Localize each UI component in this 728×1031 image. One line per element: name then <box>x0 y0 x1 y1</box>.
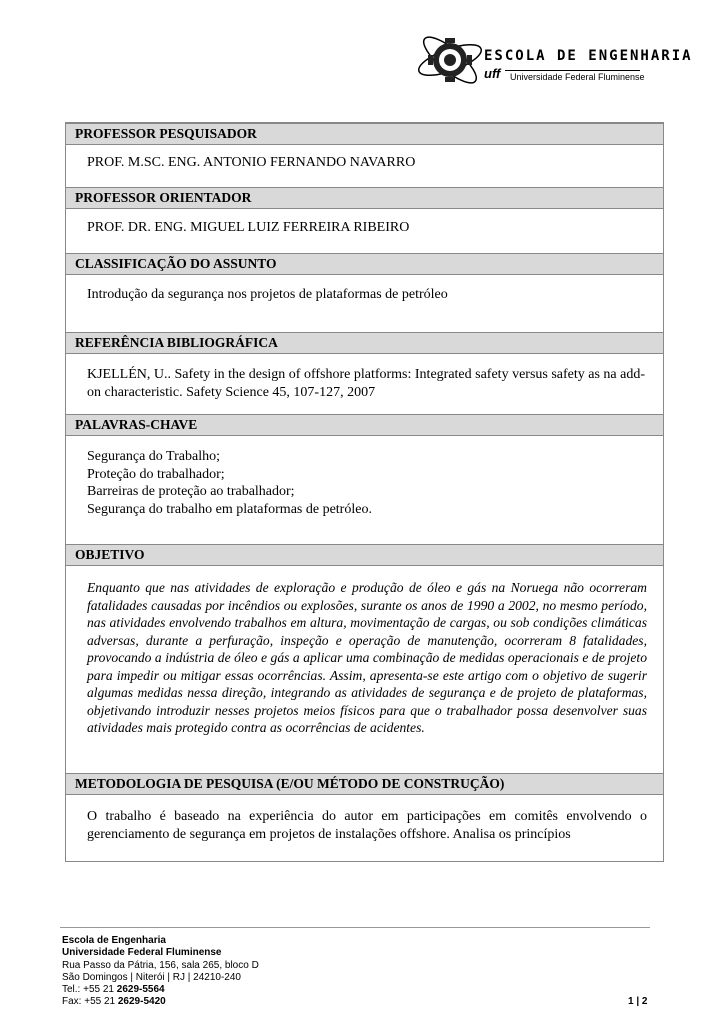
palavras-chave-header: PALAVRAS-CHAVE <box>66 414 663 436</box>
referencia-header: REFERÊNCIA BIBLIOGRÁFICA <box>66 332 663 354</box>
classificacao-value: Introdução da segurança nos projetos de plataformas de petróleo <box>87 287 448 302</box>
classificacao-header: CLASSIFICAÇÃO DO ASSUNTO <box>66 253 663 275</box>
footer-school: Escola de Engenharia <box>62 935 166 946</box>
referencia-value: KJELLÉN, U.. Safety in the design of offshore platforms: Integrated safety versus safety as na add-on characteristic. Safety Science 45, 107-127, 2007 <box>87 367 646 400</box>
footer-tel <box>62 984 259 996</box>
metodologia-value: O trabalho é baseado na experiência do autor em participações em comitês envolvendo o gerenciamento de segurança em projetos de instalações offshore. Analisa os princípios <box>87 809 647 842</box>
fax-number: 2629-5420 <box>117 996 166 1008</box>
tel-number: 2629-5564 <box>116 984 165 996</box>
keyword-item: Barreiras de proteção ao trabalhador; <box>87 484 295 499</box>
palavras-chave-list <box>87 448 647 518</box>
school-name: ESCOLA DE ENGENHARIA <box>484 48 693 64</box>
document-form <box>65 122 664 862</box>
professor-orientador-header: PROFESSOR ORIENTADOR <box>66 187 663 209</box>
professor-pesquisador-header: PROFESSOR PESQUISADOR <box>66 123 663 145</box>
page-number: 1 | 2 <box>628 996 648 1007</box>
school-emblem-icon <box>415 30 485 90</box>
footer-address <box>62 935 259 1009</box>
footer-university: Universidade Federal Fluminense <box>62 947 222 959</box>
keyword-item: Segurança do trabalho em plataformas de petróleo. <box>87 501 372 517</box>
footer-fax <box>62 996 259 1008</box>
keyword-item: Proteção do trabalhador; <box>87 466 225 482</box>
metodologia-header: METODOLOGIA DE PESQUISA (E/OU MÉTODO DE CONSTRUÇÃO) <box>66 773 663 795</box>
uff-logo: uff <box>484 66 501 81</box>
professor-orientador-value: PROF. DR. ENG. MIGUEL LUIZ FERREIRA RIBEIRO <box>87 220 410 235</box>
professor-pesquisador-value: PROF. M.SC. ENG. ANTONIO FERNANDO NAVARRO <box>87 155 416 170</box>
fax-label: Fax: +55 21 <box>62 996 118 1008</box>
footer-divider <box>60 927 650 928</box>
objetivo-header: OBJETIVO <box>66 544 663 566</box>
university-name: Universidade Federal Fluminense <box>510 72 645 82</box>
footer-street: Rua Passo da Pátria, 156, sala 265, bloco D <box>62 959 259 971</box>
keyword-item: Segurança do Trabalho; <box>87 449 220 464</box>
logo-divider <box>505 70 640 71</box>
objetivo-value: Enquanto que nas atividades de exploração e produção de óleo e gás na Noruega não ocorreram fatalidades causadas por incêndios ou explosões, surante os anos de 1990 a 2002, no mesmo período, nas atividades envolvendo trabalhos em altura, movimentação de cargas, ou sob condições climáticas adversas, durante a perfuração, inspeção e operação de manutenção, ocorreram 8 fatalidades, provocando a indústria de óleo e gás a aplicar uma combinação de medidas operacionais e de projeto para impedir ou mitigar essas ocorrências. Assim, apresenta-se este artigo com o objetivo de sugerir algumas medidas nessa direção, integrando as atividades de segurança e de projeto de plataformas, objetivando introduzir nesses projetos meios físicos para que o trabalhador possa desenvolver suas atividades mais protegido contra as ocorrências de acidentes. <box>87 580 647 735</box>
footer-city: São Domingos | Niterói | RJ | 24210-240 <box>62 971 241 983</box>
tel-label: Tel.: +55 21 <box>62 984 117 996</box>
